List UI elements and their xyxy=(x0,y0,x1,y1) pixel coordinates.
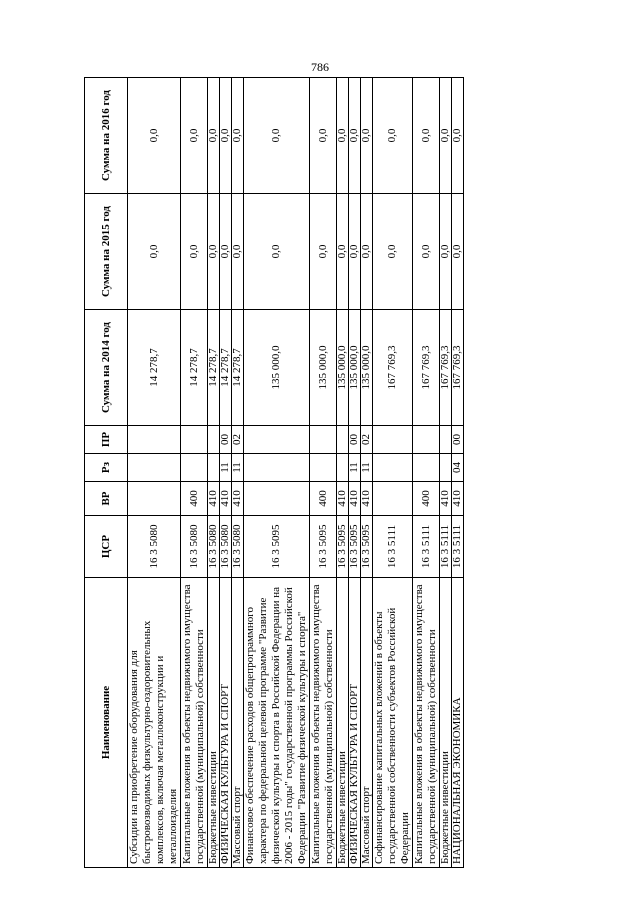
cell-pr: 00 xyxy=(349,426,361,454)
cell-sum-2016: 0,0 xyxy=(413,78,440,194)
cell-pr xyxy=(413,426,440,454)
cell-sum-2016: 0,0 xyxy=(232,78,244,194)
cell-pr xyxy=(128,426,181,454)
cell-name: Массовый спорт xyxy=(232,578,244,868)
header-sum-2015: Сумма на 2015 год xyxy=(85,194,128,310)
cell-sum-2016: 0,0 xyxy=(310,78,337,194)
cell-sum-2014: 135 000,0 xyxy=(349,310,361,426)
cell-csr: 16 3 5111 xyxy=(373,516,413,578)
cell-rz: 04 xyxy=(452,454,464,482)
table-row xyxy=(310,78,337,868)
cell-rz xyxy=(310,454,337,482)
cell-sum-2014: 167 769,3 xyxy=(373,310,413,426)
cell-name: НАЦИОНАЛЬНАЯ ЭКОНОМИКА xyxy=(452,578,464,868)
table-row xyxy=(373,78,413,868)
cell-vr xyxy=(244,482,310,516)
cell-rz: 11 xyxy=(361,454,373,482)
header-sum-2014: Сумма на 2014 год xyxy=(85,310,128,426)
cell-pr xyxy=(310,426,337,454)
cell-rz: 11 xyxy=(232,454,244,482)
cell-csr: 16 3 5080 xyxy=(128,516,181,578)
cell-sum-2015: 0,0 xyxy=(232,194,244,310)
table-row xyxy=(349,78,361,868)
cell-name: Капитальные вложения в объекты недвижимого имущества государственной (муниципальной) собственности xyxy=(413,578,440,868)
cell-sum-2015: 0,0 xyxy=(220,194,232,310)
cell-sum-2016: 0,0 xyxy=(373,78,413,194)
cell-vr: 410 xyxy=(349,482,361,516)
cell-name: Софинансирование капитальных вложений в объекты государственной собственности субъектов Российской Федерации xyxy=(373,578,413,868)
table-header-row xyxy=(85,78,128,868)
cell-csr: 16 3 5111 xyxy=(452,516,464,578)
cell-rz xyxy=(440,454,452,482)
cell-pr xyxy=(244,426,310,454)
cell-rz xyxy=(413,454,440,482)
cell-name: Капитальные вложения в объекты недвижимого имущества государственной (муниципальной) собственности xyxy=(310,578,337,868)
cell-vr: 410 xyxy=(337,482,349,516)
cell-sum-2016: 0,0 xyxy=(128,78,181,194)
cell-vr: 410 xyxy=(208,482,220,516)
cell-name: ФИЗИЧЕСКАЯ КУЛЬТУРА И СПОРТ xyxy=(220,578,232,868)
cell-vr: 410 xyxy=(440,482,452,516)
cell-name: Капитальные вложения в объекты недвижимого имущества государственной (муниципальной) собственности xyxy=(181,578,208,868)
cell-sum-2014: 167 769,3 xyxy=(413,310,440,426)
cell-sum-2015: 0,0 xyxy=(310,194,337,310)
cell-name: Бюджетные инвестиции xyxy=(337,578,349,868)
cell-sum-2016: 0,0 xyxy=(349,78,361,194)
cell-csr: 16 3 5080 xyxy=(208,516,220,578)
cell-csr: 16 3 5095 xyxy=(310,516,337,578)
cell-sum-2014: 167 769,3 xyxy=(440,310,452,426)
cell-sum-2014: 14 278,7 xyxy=(220,310,232,426)
cell-sum-2014: 14 278,7 xyxy=(232,310,244,426)
cell-name: Субсидии на приобретение оборудования для быстровозводимых физкультурно-оздоровительных комплексов, включая металлоконструкции и металлоизделия xyxy=(128,578,181,868)
header-pr: ПР xyxy=(85,426,128,454)
cell-sum-2015: 0,0 xyxy=(349,194,361,310)
table-row xyxy=(220,78,232,868)
cell-rz xyxy=(337,454,349,482)
cell-sum-2015: 0,0 xyxy=(373,194,413,310)
table-row xyxy=(208,78,220,868)
table-row xyxy=(440,78,452,868)
cell-pr: 00 xyxy=(220,426,232,454)
cell-sum-2014: 14 278,7 xyxy=(128,310,181,426)
cell-rz: 11 xyxy=(349,454,361,482)
table-row xyxy=(361,78,373,868)
cell-sum-2015: 0,0 xyxy=(208,194,220,310)
cell-pr xyxy=(440,426,452,454)
cell-vr: 410 xyxy=(452,482,464,516)
cell-csr: 16 3 5095 xyxy=(244,516,310,578)
cell-csr: 16 3 5111 xyxy=(413,516,440,578)
cell-csr: 16 3 5095 xyxy=(349,516,361,578)
cell-pr xyxy=(337,426,349,454)
cell-rz xyxy=(128,454,181,482)
table-row xyxy=(452,78,464,868)
cell-vr xyxy=(373,482,413,516)
cell-sum-2015: 0,0 xyxy=(361,194,373,310)
cell-sum-2015: 0,0 xyxy=(244,194,310,310)
cell-sum-2015: 0,0 xyxy=(440,194,452,310)
cell-vr: 400 xyxy=(413,482,440,516)
table-row xyxy=(337,78,349,868)
cell-sum-2016: 0,0 xyxy=(220,78,232,194)
cell-sum-2015: 0,0 xyxy=(337,194,349,310)
cell-name: ФИЗИЧЕСКАЯ КУЛЬТУРА И СПОРТ xyxy=(349,578,361,868)
header-rz: Рз xyxy=(85,454,128,482)
table-row xyxy=(181,78,208,868)
cell-name: Бюджетные инвестиции xyxy=(440,578,452,868)
cell-rz xyxy=(208,454,220,482)
cell-sum-2016: 0,0 xyxy=(337,78,349,194)
cell-sum-2014: 14 278,7 xyxy=(208,310,220,426)
cell-rz xyxy=(181,454,208,482)
header-csr: ЦСР xyxy=(85,516,128,578)
cell-rz xyxy=(244,454,310,482)
header-sum-2016: Сумма на 2016 год xyxy=(85,78,128,194)
cell-sum-2016: 0,0 xyxy=(440,78,452,194)
cell-pr xyxy=(208,426,220,454)
table-row xyxy=(128,78,181,868)
cell-sum-2014: 135 000,0 xyxy=(361,310,373,426)
cell-sum-2015: 0,0 xyxy=(128,194,181,310)
cell-sum-2014: 135 000,0 xyxy=(337,310,349,426)
cell-name: Бюджетные инвестиции xyxy=(208,578,220,868)
cell-sum-2014: 167 769,3 xyxy=(452,310,464,426)
table-row xyxy=(232,78,244,868)
cell-pr xyxy=(373,426,413,454)
cell-sum-2014: 135 000,0 xyxy=(310,310,337,426)
table-row xyxy=(413,78,440,868)
cell-vr: 410 xyxy=(232,482,244,516)
cell-sum-2016: 0,0 xyxy=(181,78,208,194)
cell-rz xyxy=(373,454,413,482)
cell-sum-2016: 0,0 xyxy=(452,78,464,194)
cell-sum-2015: 0,0 xyxy=(452,194,464,310)
cell-csr: 16 3 5095 xyxy=(337,516,349,578)
cell-csr: 16 3 5080 xyxy=(220,516,232,578)
cell-pr: 02 xyxy=(232,426,244,454)
header-vr: ВР xyxy=(85,482,128,516)
cell-pr: 02 xyxy=(361,426,373,454)
budget-table xyxy=(84,77,464,868)
cell-sum-2014: 135 000,0 xyxy=(244,310,310,426)
rotated-budget-table-container xyxy=(84,78,566,868)
cell-vr: 410 xyxy=(361,482,373,516)
cell-sum-2015: 0,0 xyxy=(413,194,440,310)
cell-sum-2016: 0,0 xyxy=(244,78,310,194)
page-number: 786 xyxy=(311,60,329,74)
cell-sum-2014: 14 278,7 xyxy=(181,310,208,426)
cell-csr: 16 3 5111 xyxy=(440,516,452,578)
table-row xyxy=(244,78,310,868)
cell-sum-2016: 0,0 xyxy=(361,78,373,194)
cell-rz: 11 xyxy=(220,454,232,482)
cell-sum-2016: 0,0 xyxy=(208,78,220,194)
cell-pr: 00 xyxy=(452,426,464,454)
cell-name: Финансовое обеспечение расходов общепрограммного характера по федеральной целевой программе "Развитие физической культуры и спорта в Российской Федерации на 2006 - 2015 годы" государственной программы Российской Федерации "Развитие физической культуры и спорта" xyxy=(244,578,310,868)
cell-csr: 16 3 5080 xyxy=(232,516,244,578)
cell-csr: 16 3 5095 xyxy=(361,516,373,578)
cell-vr: 400 xyxy=(181,482,208,516)
cell-vr xyxy=(128,482,181,516)
cell-sum-2015: 0,0 xyxy=(181,194,208,310)
cell-vr: 410 xyxy=(220,482,232,516)
cell-csr: 16 3 5080 xyxy=(181,516,208,578)
cell-name: Массовый спорт xyxy=(361,578,373,868)
cell-vr: 400 xyxy=(310,482,337,516)
cell-pr xyxy=(181,426,208,454)
header-name: Наименование xyxy=(85,578,128,868)
